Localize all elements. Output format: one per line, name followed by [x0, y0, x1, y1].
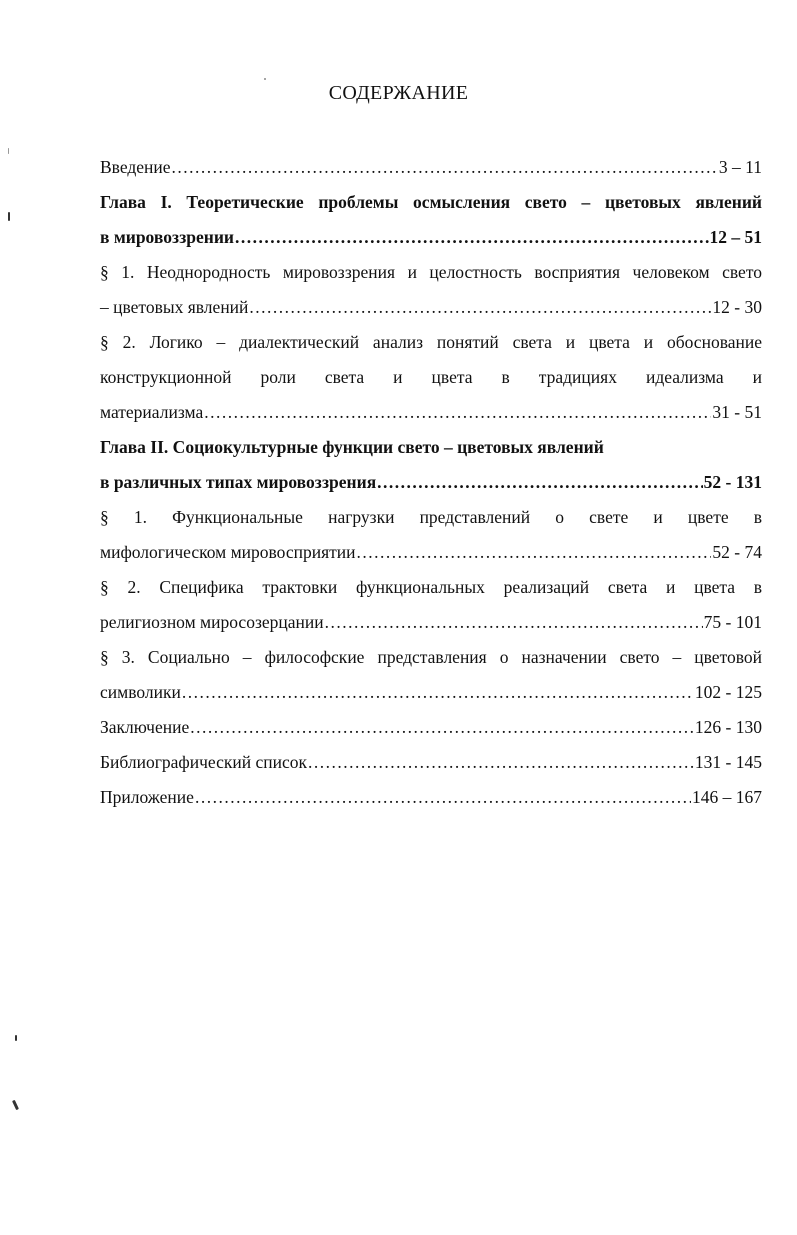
toc-entry-chapter-1	[100, 185, 762, 255]
toc-entry-pages: 31 - 51	[712, 402, 762, 422]
toc-entry-heading: Глава II. Социокультурные функции свето – цветовых явлений	[100, 437, 604, 457]
toc-entry-pages: 12 – 51	[709, 227, 762, 247]
toc-entry-pages: 75 - 101	[703, 612, 762, 632]
toc-entry-label: Заключение	[100, 717, 190, 737]
toc-entry-label: Библиографический список	[100, 752, 308, 772]
page-title: СОДЕРЖАНИЕ	[328, 82, 469, 104]
dot-leader	[195, 780, 691, 815]
dot-leader	[325, 605, 703, 640]
toc-entry-label: в различных типах мировоззрения	[100, 472, 377, 492]
toc-entry-pages: 131 - 145	[694, 752, 762, 772]
toc-entry-pages: 102 - 125	[694, 682, 762, 702]
toc-entry-label: религиозном миросозерцании	[100, 612, 324, 632]
dot-leader	[249, 290, 711, 325]
toc-entry-section-1-2	[100, 325, 762, 430]
toc-entry-pages: 126 - 130	[694, 717, 762, 737]
toc-entry-heading: § 3. Социально – философские представления о назначении свето – цветовой	[100, 647, 762, 667]
dot-leader	[182, 675, 694, 710]
toc-entry-heading-cont: конструкционной роли света и цвета в традициях идеализма и	[100, 367, 762, 387]
toc-entry-pages: 12 - 30	[712, 297, 762, 317]
toc-entry-label: в мировоззрении	[100, 227, 234, 247]
toc-entry-section-2-1	[100, 500, 762, 570]
toc-entry-chapter-2	[100, 430, 762, 500]
toc-entry-pages: 52 - 74	[712, 542, 762, 562]
dot-leader	[204, 395, 711, 430]
dot-leader	[357, 535, 712, 570]
scan-speck	[12, 1100, 19, 1110]
toc-entry-section-2-3	[100, 640, 762, 710]
toc-entry-label: мифологическом мировосприятии	[100, 542, 356, 562]
toc-entry-label: – цветовых явлений	[100, 297, 249, 317]
dot-leader	[172, 150, 718, 185]
toc-entry-bibliography	[100, 745, 762, 780]
dot-leader	[377, 465, 703, 500]
toc-entry-pages: 3 – 11	[718, 157, 762, 177]
toc-entry-section-2-2	[100, 570, 762, 640]
scan-speck	[8, 148, 9, 154]
dot-leader	[308, 745, 694, 780]
toc-entry-section-1-1	[100, 255, 762, 325]
scan-speck	[8, 212, 10, 221]
toc-entry-pages: 52 - 131	[703, 472, 762, 492]
toc-entry-label: материализма	[100, 402, 204, 422]
toc-entry-pages: 146 – 167	[692, 787, 762, 807]
toc-entry-label: Введение	[100, 157, 171, 177]
toc-entry-label: символики	[100, 682, 181, 702]
toc-entry-appendix	[100, 780, 762, 815]
toc-entry-heading: § 2. Логико – диалектический анализ понятий света и цвета и обоснование	[100, 332, 762, 352]
scan-speck	[15, 1035, 17, 1041]
scan-speck	[264, 78, 266, 80]
dot-leader	[235, 220, 709, 255]
dot-leader	[190, 710, 694, 745]
toc-entry-heading: § 1. Функциональные нагрузки представлений о свете и цвете в	[100, 507, 762, 527]
toc-entry-label: Приложение	[100, 787, 194, 807]
toc-entry-heading: § 1. Неоднородность мировоззрения и целостность восприятия человеком свето	[100, 262, 762, 282]
toc-entry-heading: Глава I. Теоретические проблемы осмысления свето – цветовых явлений	[100, 192, 762, 212]
toc-entry-introduction	[100, 150, 762, 185]
table-of-contents	[100, 150, 762, 815]
toc-entry-conclusion	[100, 710, 762, 745]
toc-entry-heading: § 2. Специфика трактовки функциональных реализаций света и цвета в	[100, 577, 762, 597]
